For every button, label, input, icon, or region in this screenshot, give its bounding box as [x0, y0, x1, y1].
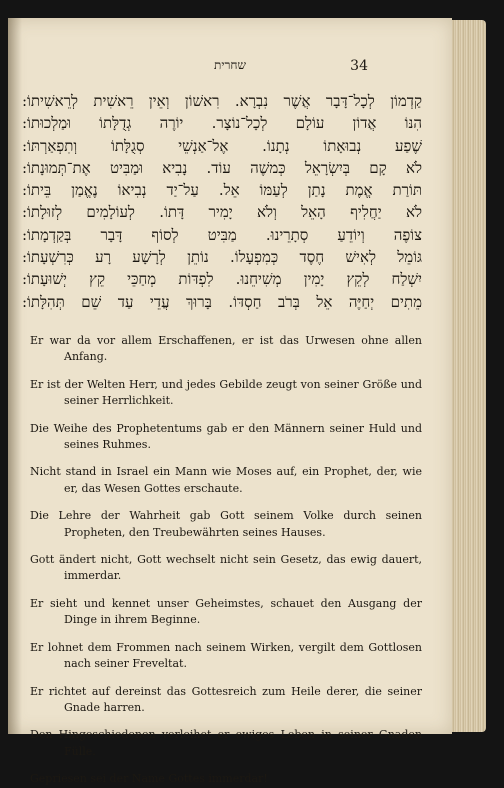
german-verse: Er richtet auf dereinst das Gottesreich zum Heile derer, die seiner Gnade harren. — [30, 684, 422, 714]
hebrew-line: יִשְׁלַח לְקֵץ יָמִין מְשִׁיחֵנוּ. לִפְדּוֹת מְחַכֵּי קֵץ יְשׁוּעָתוֹ: — [22, 270, 422, 289]
page-header — [8, 58, 452, 78]
hebrew-text-block — [22, 90, 422, 313]
hebrew-line: גּוֹמֵל לְאִישׁ חֶסֶד כְּמִפְעָלוֹ. נוֹתֵן לְרָשָׁע רָע כְּרִשְׁעָתוֹ: — [22, 248, 422, 267]
german-verse: Nicht stand in Israel ein Mann wie Moses auf, ein Prophet, der, wie er, das Wesen Gottes erschaute. — [30, 465, 422, 495]
hebrew-line: תּוֹרַת אֱמֶת נָתַן לְעַמּוֹ אֵל. עַל־יַד נְבִיאוֹ נֶאֱמַן בֵּיתוֹ: — [22, 181, 422, 200]
hebrew-line: מֵתִים יְחַיֶּה אֵל בְּרֹב חַסְדּוֹ. בָּרוּךְ עֲדֵי עַד שֵׁם תְּהִלָּתוֹ: — [22, 292, 422, 311]
page-number: 34 — [350, 58, 368, 74]
german-verse: Die Weihe des Prophetentums gab er den Männern seiner Huld und seines Ruhmes. — [30, 421, 422, 452]
german-verse: Gott ändert nicht, Gott wechselt nicht sein Gesetz, das ewig dauert, immerdar. — [30, 553, 422, 583]
german-verse: Gepriesen sei der Name Gottes immerdar! — [30, 772, 268, 786]
running-head: שחרית — [214, 58, 246, 72]
hebrew-line: צוֹפֶה וְיוֹדֵעַ סְתָרֵינוּ. מַבִּיט לְסוֹף דָּבָר בְּקַדְמָתוֹ: — [22, 225, 422, 244]
hebrew-line: שֶׁפַע נְבוּאָתוֹ נְתָנוֹ. אֶל־אַנְשֵׁי סְגֻלָּתוֹ וְתִפְאַרְתּוֹ: — [22, 136, 422, 155]
german-verse: Er war da vor allem Erschaffenen, er ist das Urwesen ohne allen Anfang. — [30, 334, 422, 364]
hebrew-line: לֹא קָם בְּיִשְׂרָאֵל כְּמשֶׁה עוֹד. נָבִיא וּמַבִּיט אֶת־תְּמוּנָתוֹ: — [22, 158, 422, 177]
hebrew-line: קַדְמוֹן לְכָל־דָּבָר אֲשֶׁר נִבְרָא. רִאשׁוֹן וְאֵין רֵאשִׁית לְרֵאשִׁיתוֹ: — [22, 92, 422, 110]
german-verse: Er lohnet dem Frommen nach seinem Wirken, vergilt dem Gottlosen nach seiner Freveltat. — [30, 640, 422, 671]
spine-shadow — [8, 18, 22, 734]
german-verse: Er sieht und kennet unser Geheimstes, schauet den Ausgang der Dinge in ihrem Beginne. — [30, 596, 422, 627]
german-verse: Er ist der Welten Herr, und jedes Gebilde zeugt von seiner Größe und seiner Herrlichkeit. — [30, 377, 422, 408]
german-translation-block — [30, 322, 422, 788]
german-verse: Den Hingeschiedenen verleihet er ewiges Leben in seiner Gnaden Fülle. — [30, 728, 422, 758]
hebrew-line: הִנּוֹ אֲדוֹן עוֹלָם לְכָל־נוֹצָר. יוֹרֶה גְדֻלָּתוֹ וּמַלְכוּתוֹ: — [22, 114, 422, 133]
hebrew-line: לֹא יַחֲלִיף הָאֵל וְלֹא יָמִיר דָּתוֹ. לְעוֹלָמִים לְזוּלָתוֹ: — [22, 203, 422, 222]
german-verse: Die Lehre der Wahrheit gab Gott seinem Volke durch seinen Propheten, den Treubewährten seines Hauses. — [30, 509, 422, 539]
